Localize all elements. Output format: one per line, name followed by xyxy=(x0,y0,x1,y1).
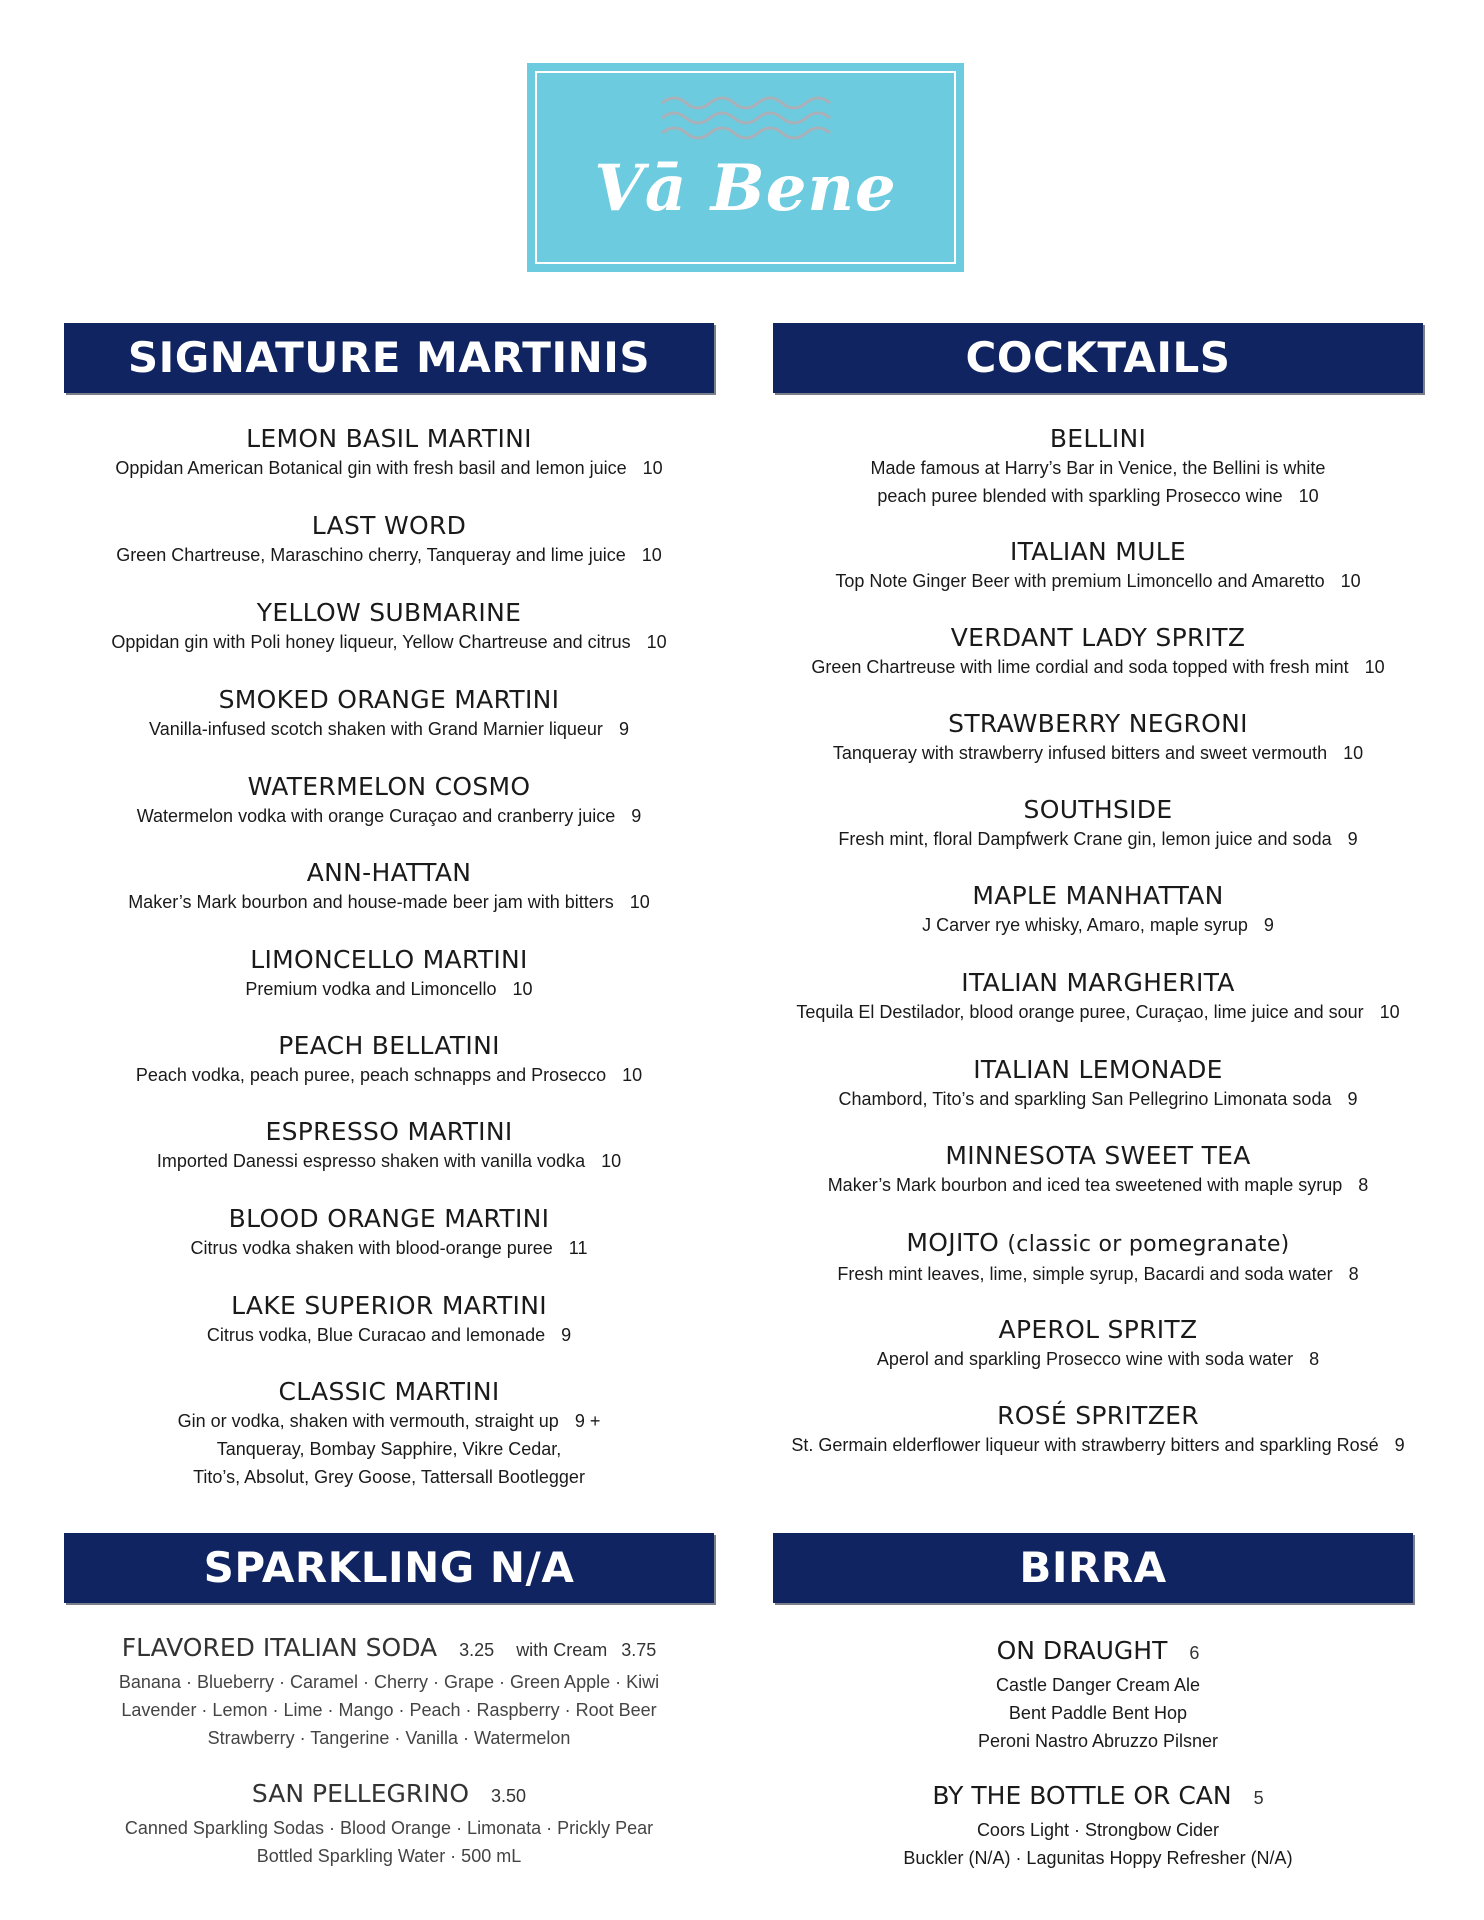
sparkling-list xyxy=(64,0,714,1920)
item-price: 10 xyxy=(641,545,662,565)
item-price: 10 xyxy=(601,1151,622,1171)
item-name: ITALIAN MARGHERITA xyxy=(961,968,1235,997)
item-desc: Citrus vodka shaken with blood-orange puree xyxy=(190,1238,553,1258)
item-name: ANN-HATTAN xyxy=(306,858,472,887)
item-name: LEMON BASIL MARTINI xyxy=(246,424,532,453)
beer-item: Bent Paddle Bent Hop xyxy=(1008,1703,1188,1723)
item-cream-label: with Cream xyxy=(516,1640,608,1660)
item-price: 9 + xyxy=(574,1411,601,1431)
item-price: 8 xyxy=(1358,1175,1369,1195)
item-price: 9 xyxy=(631,806,642,826)
item-desc: Top Note Ginger Beer with premium Limoncello and Amaretto xyxy=(835,571,1325,591)
item-desc: Gin or vodka, shaken with vermouth, straight up xyxy=(177,1411,559,1431)
item-price: 10 xyxy=(512,979,533,999)
menu-item xyxy=(773,1635,1423,1755)
item-desc: peach puree blended with sparkling Prosecco wine xyxy=(877,486,1283,506)
item-desc: Bottled Sparkling Water · 500 mL xyxy=(256,1846,522,1866)
item-name: SOUTHSIDE xyxy=(1023,795,1173,824)
item-desc: Vanilla-infused scotch shaken with Grand Marnier liqueur xyxy=(149,719,603,739)
item-name: STRAWBERRY NEGRONI xyxy=(948,709,1248,738)
item-desc: Aperol and sparkling Prosecco wine with soda water xyxy=(876,1349,1294,1369)
item-desc: Maker’s Mark bourbon and house-made beer jam with bitters xyxy=(128,892,614,912)
item-price: 10 xyxy=(1343,743,1364,763)
item-desc: Made famous at Harry’s Bar in Venice, the Bellini is white xyxy=(870,458,1326,478)
beer-item: Peroni Nastro Abruzzo Pilsner xyxy=(977,1731,1219,1751)
item-desc-extra: Tanqueray, Bombay Sapphire, Vikre Cedar, xyxy=(216,1439,562,1459)
item-desc: Green Chartreuse with lime cordial and soda topped with fresh mint xyxy=(811,657,1349,677)
menu-item xyxy=(64,1778,714,1870)
flavor-list: Strawberry · Tangerine · Vanilla · Watermelon xyxy=(207,1728,571,1748)
item-name: FLAVORED ITALIAN SODA xyxy=(121,1633,438,1662)
item-desc: Fresh mint, floral Dampfwerk Crane gin, lemon juice and soda xyxy=(838,829,1332,849)
section-title-sparkling: SPARKLING N/A xyxy=(64,1533,714,1603)
section-title-birra: BIRRA xyxy=(773,1533,1413,1603)
item-price: 3.50 xyxy=(491,1786,527,1806)
item-name: MAPLE MANHATTAN xyxy=(972,881,1224,910)
beer-item: Castle Danger Cream Ale xyxy=(995,1675,1201,1695)
item-price: 10 xyxy=(622,1065,643,1085)
item-price: 10 xyxy=(1298,486,1319,506)
item-name: APEROL SPRITZ xyxy=(998,1315,1198,1344)
item-price: 9 xyxy=(618,719,629,739)
item-name: WATERMELON COSMO xyxy=(247,772,531,801)
item-desc: Tanqueray with strawberry infused bitters and sweet vermouth xyxy=(832,743,1328,763)
item-name: ESPRESSO MARTINI xyxy=(265,1117,513,1146)
item-name: MINNESOTA SWEET TEA xyxy=(945,1141,1251,1170)
item-price: 10 xyxy=(629,892,650,912)
item-name: CLASSIC MARTINI xyxy=(278,1377,500,1406)
item-price: 3.25 xyxy=(459,1640,495,1660)
item-price: 5 xyxy=(1253,1788,1264,1808)
item-name: LAST WORD xyxy=(311,511,467,540)
item-name: MOJITO xyxy=(906,1228,1000,1257)
item-price: 10 xyxy=(642,458,663,478)
item-name: ITALIAN MULE xyxy=(1009,537,1187,566)
item-name: ROSÉ SPRITZER xyxy=(997,1401,1199,1430)
item-name: PEACH BELLATINI xyxy=(278,1031,500,1060)
item-name: LIMONCELLO MARTINI xyxy=(250,945,528,974)
item-price: 9 xyxy=(1394,1435,1405,1455)
section-title-cocktails: COCKTAILS xyxy=(773,323,1423,393)
item-cream-price: 3.75 xyxy=(621,1640,657,1660)
item-desc: Tequila El Destilador, blood orange puree, Curaçao, lime juice and sour xyxy=(796,1002,1364,1022)
item-name: BY THE BOTTLE OR CAN xyxy=(932,1781,1232,1810)
item-price: 6 xyxy=(1189,1643,1200,1663)
logo-text: Vā Bene xyxy=(594,151,897,226)
item-desc: Premium vodka and Limoncello xyxy=(245,979,497,999)
item-desc: Imported Danessi espresso shaken with vanilla vodka xyxy=(156,1151,586,1171)
item-price: 8 xyxy=(1348,1264,1359,1284)
item-desc: Canned Sparkling Sodas · Blood Orange · Limonata · Prickly Pear xyxy=(124,1818,654,1838)
item-price: 10 xyxy=(1340,571,1361,591)
menu-item xyxy=(64,1632,714,1752)
flavor-list: Lavender · Lemon · Lime · Mango · Peach · Raspberry · Root Beer xyxy=(121,1700,657,1720)
item-price: 9 xyxy=(1263,915,1274,935)
item-desc: Maker’s Mark bourbon and iced tea sweetened with maple syrup xyxy=(827,1175,1343,1195)
item-desc-extra: Tito’s, Absolut, Grey Goose, Tattersall Bootlegger xyxy=(193,1467,585,1487)
item-name: BLOOD ORANGE MARTINI xyxy=(228,1204,550,1233)
flavor-list: Banana · Blueberry · Caramel · Cherry · Grape · Green Apple · Kiwi xyxy=(118,1672,660,1692)
item-price: 10 xyxy=(1364,657,1385,677)
item-name: SMOKED ORANGE MARTINI xyxy=(218,685,560,714)
item-desc: Oppidan American Botanical gin with fresh basil and lemon juice xyxy=(115,458,627,478)
item-name: VERDANT LADY SPRITZ xyxy=(950,623,1246,652)
item-desc: Chambord, Tito’s and sparkling San Pellegrino Limonata soda xyxy=(838,1089,1332,1109)
section-title-martinis: SIGNATURE MARTINIS xyxy=(64,323,714,393)
item-desc: Watermelon vodka with orange Curaçao and cranberry juice xyxy=(136,806,616,826)
beer-item: Coors Light · Strongbow Cider xyxy=(976,1820,1220,1840)
item-price: 11 xyxy=(568,1238,588,1258)
item-desc: Citrus vodka, Blue Curacao and lemonade xyxy=(206,1325,546,1345)
item-desc: St. Germain elderflower liqueur with strawberry bitters and sparkling Rosé xyxy=(791,1435,1379,1455)
item-desc: Green Chartreuse, Maraschino cherry, Tanqueray and lime juice xyxy=(116,545,626,565)
item-name: ITALIAN LEMONADE xyxy=(973,1055,1223,1084)
item-name: YELLOW SUBMARINE xyxy=(256,598,522,627)
item-price: 8 xyxy=(1309,1349,1320,1369)
item-price: 9 xyxy=(1347,1089,1358,1109)
birra-list xyxy=(773,0,1423,1920)
item-price: 10 xyxy=(646,632,667,652)
item-name: LAKE SUPERIOR MARTINI xyxy=(231,1291,547,1320)
item-name: ON DRAUGHT xyxy=(996,1636,1168,1665)
item-desc: Oppidan gin with Poli honey liqueur, Yellow Chartreuse and citrus xyxy=(111,632,631,652)
item-name: BELLINI xyxy=(1049,424,1147,453)
beer-item: Buckler (N/A) · Lagunitas Hoppy Refresher (N/A) xyxy=(903,1848,1293,1868)
item-price: 10 xyxy=(1379,1002,1400,1022)
item-name: SAN PELLEGRINO xyxy=(251,1779,470,1808)
item-price: 9 xyxy=(1347,829,1358,849)
menu-item xyxy=(773,1780,1423,1872)
item-name-note: (classic or pomegranate) xyxy=(1007,1232,1290,1257)
item-desc: J Carver rye whisky, Amaro, maple syrup xyxy=(922,915,1248,935)
item-desc: Peach vodka, peach puree, peach schnapps and Prosecco xyxy=(135,1065,607,1085)
item-price: 9 xyxy=(561,1325,572,1345)
item-desc: Fresh mint leaves, lime, simple syrup, Bacardi and soda water xyxy=(837,1264,1333,1284)
